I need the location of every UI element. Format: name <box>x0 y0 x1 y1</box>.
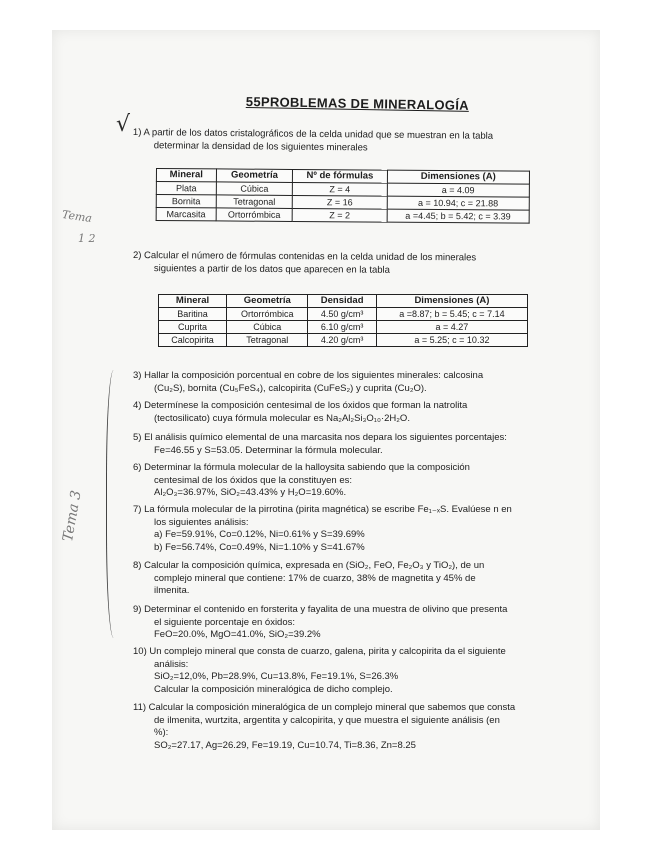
problem-1-line1: 1) A partir de los datos cristalográficos de la celda unidad que se muestran en la tabla <box>132 127 494 142</box>
problem-10-line2: análisis: <box>154 658 189 670</box>
table-cell: a =8.87; b = 5.45; c = 7.14 <box>376 308 527 321</box>
table-cell: Z = 4 <box>293 182 387 196</box>
problem-5-line2: Fe=46.55 y S=53.05. Determinar la fórmula molecular. <box>154 444 383 456</box>
table-row <box>159 308 528 321</box>
problem-4-line1: 4) Determínese la composición centesimal de los óxidos que forman la natrolita <box>133 400 468 411</box>
table-header-cell: Mineral <box>159 295 227 308</box>
table-cell: Z = 2 <box>292 208 386 222</box>
problem-7-line3: a) Fe=59.91%, Co=0.12%, Ni=0.61% y S=39.69% <box>154 529 365 540</box>
table-cell: Tetragonal <box>227 334 308 347</box>
table-cell: Cuprita <box>159 321 227 334</box>
problem-3-line1: 3) Hallar la composición porcentual en cobre de los siguientes minerales: calcosina <box>133 370 484 381</box>
problem-5-line1: 5) El análisis químico elemental de una marcasita nos depara los siguientes porcentajes: <box>133 432 507 443</box>
problem-6-line3: Al₂O₃=36.97%, SiO₂=43.43% y H₂O=19.60%. <box>154 487 347 498</box>
problem-1 <box>133 127 493 156</box>
problem-3-line2: (Cu₂S), bornita (Cu₅FeS₄), calcopirita (CuFeS₂) y cuprita (Cu₂O). <box>154 382 427 394</box>
problem-10-line4: Calcular la composición mineralógica de dicho complejo. <box>154 683 393 695</box>
problem-7-line1: 7) La fórmula molecular de la pirrotina (pirita magnética) se escribe Fe₁₋ₓS. Evalúese n en <box>133 504 512 515</box>
problem-8-line1: 8) Calcular la composición química, expresada en (SiO₂, FeO, Fe₂O₃ y TiO₂), de un <box>133 560 485 571</box>
table-cell: 4.20 g/cm³ <box>308 334 376 347</box>
problem-4-line2: (tectosilicato) cuya fórmula molecular es Na₂Al₂Si₃O₁₀·2H₂O. <box>154 412 410 424</box>
problem-8 <box>133 560 484 598</box>
table-row <box>159 321 528 334</box>
table-header-cell: Mineral <box>156 169 216 182</box>
table-cell: 4.50 g/cm³ <box>308 308 376 321</box>
table-cell: a =4.45; b = 5.42; c = 3.39 <box>387 209 529 223</box>
problem-6 <box>133 462 470 500</box>
table-row <box>159 334 528 347</box>
crystal-data-table-2 <box>158 294 528 347</box>
margin-note-tema-12-line1: Tema <box>61 207 93 226</box>
problem-11-line2: de ilmenita, wurtzita, argentita y calcopirita, y que muestra el siguiente análisis (en <box>154 714 500 726</box>
table-cell: 6.10 g/cm³ <box>308 321 376 334</box>
problem-3 <box>133 370 483 395</box>
table-cell: a = 5.25; c = 10.32 <box>376 334 527 347</box>
table-cell: Bornita <box>156 195 216 208</box>
page-title: 55PROBLEMAS DE MINERALOGÍA <box>245 94 470 113</box>
problem-9 <box>133 604 507 642</box>
table-cell: a = 4.09 <box>387 183 529 197</box>
problem-11 <box>133 702 515 752</box>
table-cell: Marcasita <box>156 208 216 221</box>
table-cell: Cúbica <box>216 182 293 196</box>
table-header-cell: Dimensiones (A) <box>376 295 527 308</box>
problem-9-line2: el siguiente porcentaje en óxidos: <box>154 616 296 628</box>
check-mark-icon: √ <box>116 112 131 137</box>
table-cell: Ortorrómbica <box>227 308 308 321</box>
table-cell: a = 4.27 <box>376 321 527 334</box>
problem-1-line2: determinar la densidad de los siguientes minerales <box>153 139 368 153</box>
crystal-data-table-1 <box>156 168 530 224</box>
table-cell: Tetragonal <box>216 195 293 209</box>
table-cell: Baritina <box>159 308 227 321</box>
problem-11-line4: SO₂=27.17, Ag=26.29, Fe=19.19, Cu=10.74, Ti=8.36, Zn=8.25 <box>154 739 416 751</box>
margin-note-tema-3: Tema 3 <box>60 489 85 543</box>
problem-8-line3: ilmenita. <box>154 585 190 596</box>
problem-7-line4: b) Fe=56.74%, Co=0.49%, Ni=1.10% y S=41.67% <box>154 541 365 553</box>
table-header-cell: Densidad <box>308 295 376 308</box>
table-cell: Cúbica <box>227 321 308 334</box>
problem-9-line3: FeO=20.0%, MgO=41.0%, SiO₂=39.2% <box>154 629 321 640</box>
problem-11-line3: %): <box>154 727 169 738</box>
table-row <box>156 208 529 224</box>
table-cell: a = 10.94; c = 21.88 <box>387 196 529 210</box>
problem-2-line1: 2) Calcular el número de fórmulas contenidas en la celda unidad de los minerales <box>132 250 477 264</box>
table-header-cell: Geometría <box>216 169 293 183</box>
problem-2 <box>133 250 476 277</box>
table-header-cell: Geometría <box>227 295 308 308</box>
problem-11-line1: 11) Calcular la composición mineralógica de un complejo mineral que sabemos que consta <box>133 702 516 713</box>
problem-7 <box>133 504 512 554</box>
table-cell: Plata <box>156 182 216 195</box>
problem-10-line1: 10) Un complejo mineral que consta de cuarzo, galena, pirita y calcopirita da el siguiente <box>133 646 506 657</box>
table-cell: Ortorrómbica <box>216 208 293 222</box>
problem-8-line2: complejo mineral que contiene: 17% de cuarzo, 38% de magnetita y 45% de <box>154 572 476 584</box>
table-cell: Z = 16 <box>293 195 387 209</box>
problem-6-line1: 6) Determinar la fórmula molecular de la halloysita sabiendo que la composición <box>133 462 470 473</box>
table-header-cell: Nº de fórmulas <box>293 169 387 183</box>
problem-7-line2: los siguientes análisis: <box>154 516 249 528</box>
table-header-row <box>159 295 528 308</box>
margin-note-tema-12-line2: 1 2 <box>78 232 96 245</box>
problem-2-line2: siguientes a partir de los datos que aparecen en la tabla <box>153 262 390 276</box>
problem-6-line2: centesimal de los óxidos que la constituyen es: <box>154 474 353 486</box>
problem-4 <box>133 400 467 425</box>
table-header-cell: Dimensiones (A) <box>387 170 529 184</box>
problem-10 <box>133 646 506 696</box>
table-cell: Calcopirita <box>159 334 227 347</box>
problem-9-line1: 9) Determinar el contenido en forsterita y fayalita de una muestra de olivino que presenta <box>133 604 508 615</box>
problem-5 <box>133 432 507 457</box>
problem-10-line3: SiO₂=12,0%, Pb=28.9%, Cu=13.8%, Fe=19.1%, S=26.3% <box>154 671 399 682</box>
margin-bracket <box>106 370 125 638</box>
